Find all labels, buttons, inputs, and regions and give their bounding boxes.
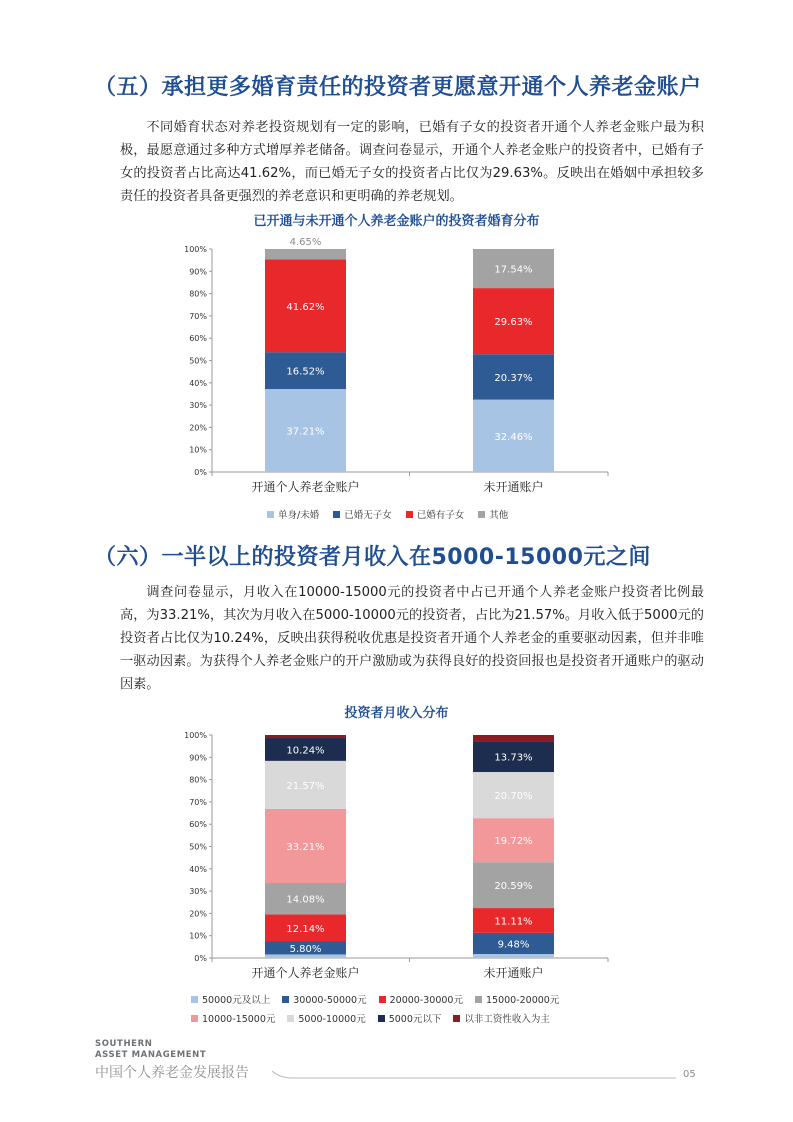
y-tick-label: 0% [194, 468, 207, 477]
y-tick-label: 90% [189, 753, 207, 763]
category-label: 未开通账户 [483, 966, 544, 980]
data-label: 32.46% [494, 431, 533, 443]
legend-label: 其他 [489, 510, 509, 521]
legend-swatch [267, 511, 274, 518]
data-label: 10.24% [286, 745, 325, 757]
y-tick-label: 40% [189, 378, 207, 388]
y-tick-label: 40% [189, 864, 207, 874]
data-label: 20.37% [494, 372, 533, 384]
y-tick-label: 100% [184, 731, 207, 740]
brand-line-2: ASSET MANAGEMENT [95, 1050, 207, 1060]
bar-segment [473, 954, 554, 958]
data-label: 11.11% [494, 916, 533, 928]
legend-label: 以非工资性收入为主 [464, 1014, 550, 1025]
data-label: 17.54% [494, 264, 533, 276]
category-label: 开通个人养老金账户 [251, 966, 360, 980]
data-label: 21.57% [286, 780, 325, 792]
chart-2-title: 投资者月收入分布 [344, 706, 449, 721]
legend-label: 单身/未婚 [278, 510, 320, 521]
y-tick-label: 20% [189, 909, 207, 919]
y-tick-label: 30% [189, 401, 207, 411]
data-label: 33.21% [286, 841, 325, 853]
legend-label: 已婚有子女 [416, 510, 465, 521]
legend-item [287, 1011, 365, 1025]
footer-rule [0, 1066, 793, 1086]
legend-label: 5000-10000元 [298, 1014, 366, 1025]
section-5-paragraph: 不同婚育状态对养老投资规划有一定的影响，已婚有子女的投资者开通个人养老金账户最为积极，最愿意通过多种方式增厚养老储备。调查问卷显示，开通个人养老金账户的投资者中，已婚有子女的投资者占比高达41.62%，而已婚无子女的投资者占比仅为29.63%。反映出在婚姻中承担较多责任的投资者具备更强烈的养老意识和更明确的养老规划。 [120, 120, 704, 204]
legend-item [282, 992, 366, 1006]
data-label: 9.48% [497, 939, 530, 951]
y-tick-label: 90% [189, 267, 207, 277]
y-tick-label: 30% [189, 887, 207, 897]
data-label: 14.08% [286, 894, 325, 906]
y-tick-label: 10% [189, 445, 207, 455]
y-tick-label: 20% [189, 423, 207, 433]
data-label: 20.59% [494, 881, 533, 893]
data-label: 4.65% [289, 237, 322, 248]
category-label: 开通个人养老金账户 [251, 480, 360, 494]
section-5-title: （五）承担更多婚育责任的投资者更愿意开通个人养老金账户 [94, 75, 702, 100]
legend-item [406, 507, 465, 521]
legend-label: 10000-15000元 [202, 1014, 276, 1025]
legend-item [333, 507, 392, 521]
legend-item [378, 1011, 442, 1025]
section-6-paragraph: 调查问卷显示，月收入在10000-15000元的投资者中占已开通个人养老金账户投资者比例最高，为33.21%，其次为月收入在5000-10000元的投资者，占比为21.57%。月收入低于5000元的投资者占比仅为10.24%，反映出获得税收优惠是投资者开通个人养老金的重要驱动因素，但并非唯一驱动因素。为获得个人养老金账户的开户激励或为获得良好的投资回报也是投资者开通账户的驱动因素。 [120, 585, 704, 692]
brand-line-1: SOUTHERN [95, 1039, 153, 1049]
legend-swatch [333, 511, 340, 518]
y-tick-label: 60% [189, 334, 207, 344]
y-tick-label: 50% [189, 842, 207, 852]
page-number: 05 [683, 1069, 696, 1080]
bar-segment [265, 735, 346, 738]
chart-2-legend [191, 992, 611, 1025]
data-label: 19.72% [494, 836, 533, 848]
legend-swatch [406, 511, 413, 518]
legend-swatch [191, 996, 198, 1003]
y-tick-label: 70% [189, 797, 207, 807]
legend-swatch [475, 996, 482, 1003]
legend-label: 15000-20000元 [485, 995, 560, 1006]
y-tick-label: 70% [189, 311, 207, 321]
legend-item [191, 1011, 275, 1025]
legend-label: 5000元以下 [388, 1014, 442, 1025]
legend-item [478, 507, 508, 521]
legend-swatch [379, 996, 386, 1003]
data-label: 5.80% [289, 943, 322, 955]
legend-item [191, 992, 270, 1006]
legend-label: 30000-50000元 [293, 995, 367, 1006]
data-label: 20.70% [494, 791, 533, 803]
y-tick-label: 10% [189, 931, 207, 941]
legend-swatch [191, 1015, 198, 1022]
y-tick-label: 0% [194, 954, 207, 963]
legend-swatch [453, 1015, 460, 1022]
data-label: 37.21% [286, 426, 325, 438]
category-label: 未开通账户 [483, 480, 544, 494]
legend-swatch [478, 511, 485, 518]
data-label: 13.73% [494, 752, 533, 764]
legend-label: 50000元及以上 [202, 995, 271, 1006]
bar-segment [265, 249, 346, 259]
chart-1-legend [267, 507, 567, 521]
legend-item [475, 992, 559, 1006]
section-6-title: （六）一半以上的投资者月收入在5000-15000元之间 [94, 545, 651, 570]
y-tick-label: 100% [184, 245, 207, 254]
bar-segment [473, 735, 554, 741]
data-label: 16.52% [286, 366, 325, 378]
legend-swatch [282, 996, 289, 1003]
chart-1-title: 已开通与未开通个人养老金账户的投资者婚育分布 [253, 214, 540, 229]
legend-item [453, 1011, 550, 1025]
footer-report-title: 中国个人养老金发展报告 [95, 1065, 249, 1081]
legend-label: 已婚无子女 [344, 510, 392, 521]
income-distribution-chart [0, 724, 793, 982]
y-tick-label: 50% [189, 356, 207, 366]
legend-item [267, 507, 319, 521]
legend-swatch [378, 1015, 385, 1022]
y-tick-label: 80% [189, 775, 207, 785]
footer-brand [95, 1039, 206, 1061]
legend-item [379, 992, 463, 1006]
y-tick-label: 60% [189, 820, 207, 830]
data-label: 12.14% [286, 923, 325, 935]
legend-label: 20000-30000元 [389, 995, 463, 1006]
data-label: 41.62% [286, 301, 325, 313]
y-tick-label: 80% [189, 289, 207, 299]
legend-swatch [287, 1015, 294, 1022]
marital-status-chart [0, 236, 793, 498]
data-label: 29.63% [494, 317, 533, 329]
